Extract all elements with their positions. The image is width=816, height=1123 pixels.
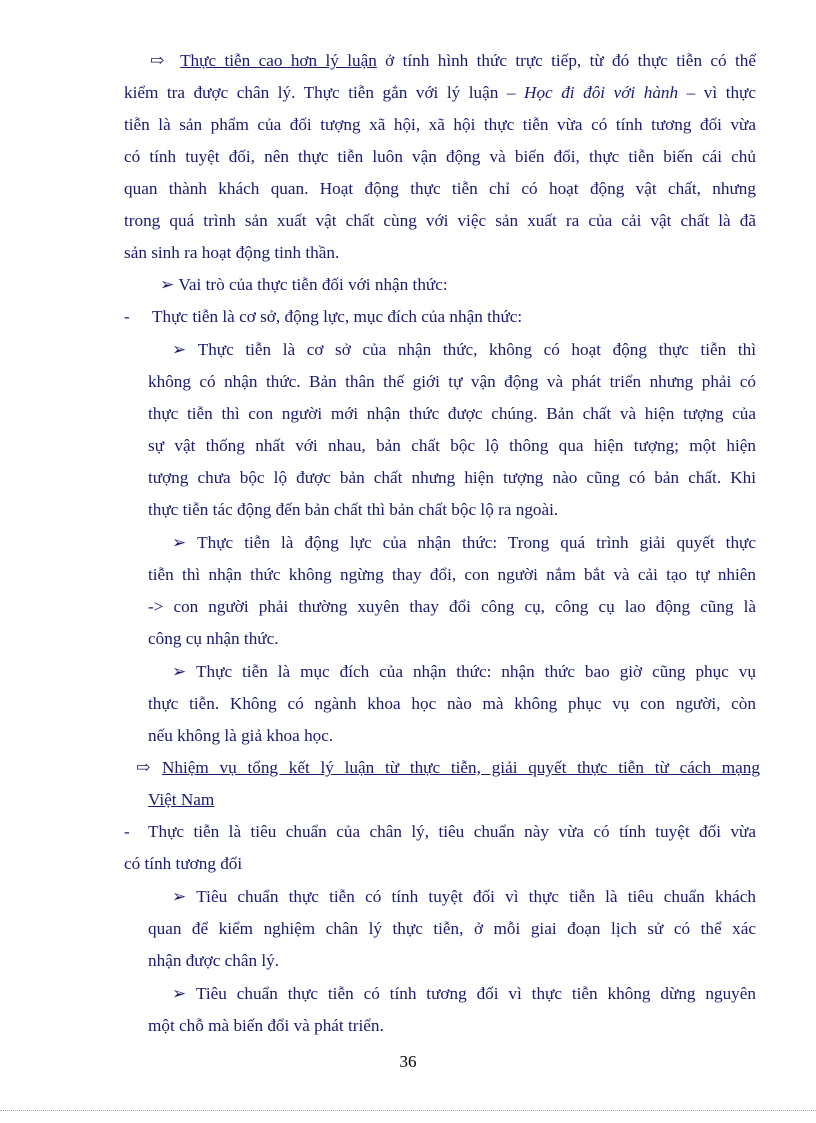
dash-bullet: - xyxy=(124,307,130,326)
dash-item-criterion: - Thực tiễn là tiêu chuẩn của chân lý, tiêu chuẩn này vừa có tính tuyệt đối vừa có tính tương đối xyxy=(124,816,756,880)
outline-arrow-icon: ⇨ xyxy=(150,51,165,70)
paragraph-practice-purpose: ➢ Thực tiễn là mục đích của nhận thức: nhận thức bao giờ cũng phục vụ thực tiễn. Không có ngành khoa học nào mà không phục vụ con người, còn nếu không là giả khoa học. xyxy=(148,656,756,752)
paragraph-practice-motive: ➢ Thực tiễn là động lực của nhận thức: Trong quá trình giải quyết thực tiễn thì nhận thức không ngừng thay đổi, con người nắm bắt và cải tạo tự nhiên -> con người phải thường xuyên thay đổi công cụ, công cụ lao động cũng là công cụ nhận thức. xyxy=(148,527,756,655)
paragraph-practice-higher: ⇨ Thực tiễn cao hơn lý luận ở tính hình thức trực tiếp, từ đó thực tiễn có thể kiểm tra được chân lý. Thực tiễn gắn với lý luận – Học đi đôi với hành – vì thực tiễn là sản phẩm của đối tượng xã hội, xã hội thực tiễn vừa có tính tương đối vừa có tính tuyệt đối, nên thực tiễn luôn vận động và biến đổi, thực tiễn biến cái chủ quan thành khách quan. Hoạt động thực tiễn chỉ có hoạt động vật chất, nhưng trong quá trình sản xuất vật chất cùng với việc sản xuất ra của cải vật chất là đã sản sinh ra hoạt động tinh thần. xyxy=(124,45,756,269)
dash-item-basis: - Thực tiễn là cơ sở, động lực, mục đích của nhận thức: xyxy=(124,301,756,333)
arrowhead-bullet-icon: ➢ xyxy=(172,887,187,906)
arrowhead-bullet-icon: ➢ xyxy=(160,275,175,294)
page-number: 36 xyxy=(399,1052,417,1071)
paragraph-absolute-criterion: ➢ Tiêu chuẩn thực tiễn có tính tuyệt đối vì thực tiễn là tiêu chuẩn khách quan để kiểm nghiệm chân lý thực tiễn, ở mỗi giai đoạn lịch sử có thể xác nhận được chân lý. xyxy=(148,881,756,977)
footer-divider xyxy=(0,1110,816,1111)
heading-role-of-practice: ➢ Vai trò của thực tiễn đối với nhận thức: xyxy=(160,269,756,301)
arrowhead-bullet-icon: ➢ xyxy=(172,533,187,552)
heading-summarize-theory: ⇨ Nhiệm vụ tổng kết lý luận từ thực tiễn, giải quyết thực tiễn từ cách mạng Việt Nam xyxy=(136,752,760,816)
dash-bullet: - xyxy=(124,822,130,841)
arrowhead-bullet-icon: ➢ xyxy=(172,340,187,359)
italic-phrase: Học đi đôi với hành xyxy=(524,83,679,102)
underlined-lead: Thực tiễn cao hơn lý luận xyxy=(180,51,377,70)
arrowhead-bullet-icon: ➢ xyxy=(172,984,187,1003)
outline-arrow-icon: ⇨ xyxy=(136,758,151,777)
paragraph-practice-basis: ➢ Thực tiễn là cơ sở của nhận thức, không có hoạt động thực tiễn thì không có nhận thức. Bản thân thế giới tự vận động và phát triển nhưng phải có thực tiễn thì con người mới nhận thức được chúng. Bản chất và hiện tượng của sự vật thống nhất với nhau, bản chất bộc lộ thông qua hiện tượng; một hiện tượng chưa bộc lộ được bản chất nhưng hiện tượng nào cũng có bản chất. Khi thực tiễn tác động đến bản chất thì bản chất bộc lộ ra ngoài. xyxy=(148,334,756,526)
arrowhead-bullet-icon: ➢ xyxy=(172,662,187,681)
paragraph-relative-criterion: ➢ Tiêu chuẩn thực tiễn có tính tương đối vì thực tiễn không dừng nguyên một chỗ mà biến đổi và phát triển. xyxy=(148,978,756,1042)
